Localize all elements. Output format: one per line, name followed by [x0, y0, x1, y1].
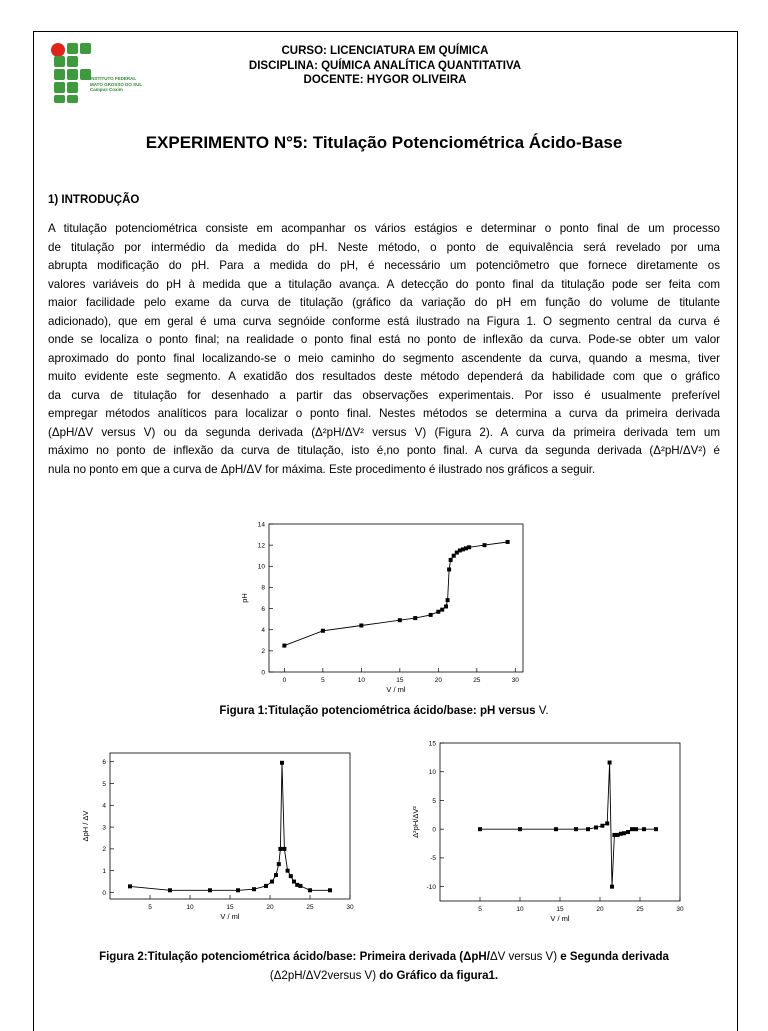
y-tick-label: 4 [261, 627, 265, 635]
data-point [518, 827, 522, 831]
x-tick-label: 5 [148, 904, 152, 911]
y-tick-label: 4 [102, 802, 106, 810]
data-point [586, 827, 590, 831]
paragraph-line: valores variáveis do pH à medida que a titulação avança. A detecção do ponto final da titulação pode ser feita com [48, 277, 720, 291]
y-tick-label: 1 [102, 867, 106, 875]
data-point [506, 540, 510, 544]
data-point [642, 827, 646, 831]
data-point [440, 608, 444, 612]
data-point [622, 831, 626, 835]
paragraph-line: adicionado), que em geral é uma curva segnóide conforme está ilustrado na Figura 1. O segmento central da curva é [48, 314, 720, 328]
paragraph-line: (ΔpH/ΔV versus V) ou da segunda derivada (Δ²pH/ΔV² versus V) (Figura 2). A curva da primeira derivada tem um [48, 425, 720, 439]
data-point [359, 623, 363, 627]
y-tick-label: 10 [428, 769, 436, 777]
y-tick-label: 5 [102, 780, 106, 788]
data-point [449, 558, 453, 562]
x-tick-label: 30 [676, 906, 684, 913]
data-point [436, 610, 440, 614]
data-point [398, 618, 402, 622]
paragraph-line: de titulação por intermédio da medida do pH. Neste método, o ponto de equivalência será revelado por uma [48, 240, 720, 254]
y-tick-label: 15 [428, 740, 436, 748]
data-point [600, 824, 604, 828]
data-point [429, 613, 433, 617]
plot-frame [440, 743, 680, 901]
data-point [321, 629, 325, 633]
x-tick-label: 10 [516, 906, 524, 913]
data-point [252, 887, 256, 891]
data-point [446, 598, 450, 602]
x-axis-label: V / ml [550, 914, 570, 923]
figure2-second-derivative [400, 735, 690, 930]
x-tick-label: 30 [511, 677, 519, 684]
y-tick-label: 0 [102, 889, 106, 897]
institute-name: INSTITUTO FEDERAL MATO GROSSO DO SUL Campus Coxim [90, 76, 143, 93]
x-tick-label: 20 [596, 906, 604, 913]
paragraph-line: muito evidente este segmento. A exatidão dos resultados deste método dependerá da habilidade com que o gráfico [48, 370, 720, 383]
paragraph-line: maior facilidade pelo exame da curva de titulação (gráfico da variação do pH em função do volume de titulante [48, 296, 720, 309]
institute-logo [50, 42, 150, 104]
data-point [128, 884, 132, 888]
x-tick-label: 25 [473, 677, 481, 684]
data-point [483, 543, 487, 547]
y-tick-label: 10 [257, 563, 265, 571]
data-point [634, 827, 638, 831]
paragraph-line: abrupta modificação do pH. Para a medida do pH, é necessário um potenciômetro que fornece diretamente os [48, 259, 720, 272]
data-point [264, 884, 268, 888]
course-header [160, 44, 610, 88]
data-point [289, 874, 293, 878]
data-point [478, 827, 482, 831]
data-point [467, 545, 471, 549]
y-tick-label: 6 [261, 605, 265, 613]
y-tick-label: 2 [261, 648, 265, 656]
data-point [608, 761, 612, 765]
data-point [286, 869, 290, 873]
x-tick-label: 20 [266, 904, 274, 911]
y-tick-label: 12 [257, 542, 265, 550]
y-tick-label: -5 [430, 855, 436, 863]
data-point [308, 888, 312, 892]
data-point [328, 888, 332, 892]
data-point [654, 827, 658, 831]
x-axis-label: V / ml [220, 912, 240, 921]
data-point [298, 884, 302, 888]
data-point [278, 847, 282, 851]
y-tick-label: 3 [102, 824, 106, 832]
y-tick-label: 6 [102, 759, 106, 767]
y-axis-label: pH [240, 593, 249, 603]
x-tick-label: 15 [556, 906, 564, 913]
figure2-caption: Figura 2:Titulação potenciométrica ácido/base: Primeira derivada (ΔpH/ΔV versus V) e Segunda derivada (Δ2pH/ΔV2versus V) do Gráfico da figura1. [99, 951, 669, 982]
y-axis-label: ΔpH / ΔV [81, 810, 90, 842]
teacher-line: DOCENTE: HYGOR OLIVEIRA [303, 74, 467, 86]
series-line [130, 763, 330, 891]
data-point [610, 885, 614, 889]
introduction-paragraph [48, 220, 720, 479]
figure1-titration-curve [225, 518, 530, 693]
data-point [605, 821, 609, 825]
figure2-first-derivative [80, 745, 360, 930]
paragraph-line: empregar métodos analíticos para localizar o ponto final. Nestes métodos se determina a curva da primeira derivada [48, 407, 720, 420]
x-tick-label: 10 [357, 677, 365, 684]
series-line [480, 763, 656, 887]
data-point [413, 616, 417, 620]
data-point [447, 567, 451, 571]
course-line: CURSO: LICENCIATURA EM QUÍMICA [281, 45, 489, 57]
y-tick-label: 0 [432, 826, 436, 834]
paragraph-line: aproximado do ponto final localizando-se o meio caminho do segmento ascendente da curva, quando a mesma, tiver [48, 351, 720, 365]
discipline-line: DISCIPLINA: QUÍMICA ANALÍTICA QUANTITATIVA [248, 59, 522, 72]
x-tick-label: 10 [186, 904, 194, 911]
data-point [574, 827, 578, 831]
y-tick-label: 5 [432, 797, 436, 805]
x-tick-label: 15 [396, 677, 404, 684]
x-tick-label: 5 [478, 906, 482, 913]
x-tick-label: 15 [226, 904, 234, 911]
paragraph-line: da curva de titulação for desenhado a partir das observações experimentais. Por isso é usualmente preferível [48, 388, 720, 402]
data-point [277, 862, 281, 866]
x-tick-label: 30 [346, 904, 354, 911]
x-tick-label: 0 [282, 677, 287, 684]
data-point [626, 830, 630, 834]
y-axis-label: Δ²pH/ΔV² [411, 806, 420, 838]
x-tick-label: 20 [434, 677, 442, 684]
data-point [236, 888, 240, 892]
data-point [168, 888, 172, 892]
paragraph-line: nula no ponto em que a curva de ΔpH/ΔV for máxima. Este procedimento é ilustrado nos gráficos a seguir. [48, 462, 596, 476]
paragraph-line: máximo no ponto de inflexão da curva de titulação, isto é,no ponto final. A curva da segunda derivada (Δ²pH/ΔV²) é [48, 444, 720, 457]
y-tick-label: 2 [102, 846, 106, 854]
data-point [554, 827, 558, 831]
data-point [594, 825, 598, 829]
y-tick-label: 14 [257, 521, 265, 529]
x-tick-label: 25 [636, 906, 644, 913]
experiment-title: EXPERIMENTO N°5: Titulação Potenciométrica Ácido-Base [145, 133, 623, 152]
x-tick-label: 25 [306, 904, 314, 911]
paragraph-line: A titulação potenciométrica consiste em acompanhar os vários estágios e determinar o ponto final de um processo [48, 222, 720, 235]
data-point [630, 827, 634, 831]
data-point [280, 761, 284, 765]
series-line [284, 542, 507, 646]
data-point [274, 873, 278, 877]
figure1-caption: Figura 1:Titulação potenciométrica ácido/base: pH versus V. [219, 705, 549, 717]
plot-frame [110, 753, 350, 899]
x-tick-label: 5 [321, 677, 325, 684]
data-point [270, 880, 274, 884]
data-point [444, 604, 448, 608]
data-point [282, 847, 286, 851]
section-heading: 1) INTRODUÇÃO [48, 194, 140, 206]
y-tick-label: -10 [426, 883, 436, 891]
x-axis-label: V / ml [386, 685, 406, 693]
y-tick-label: 8 [261, 584, 265, 592]
data-point [208, 888, 212, 892]
paragraph-line: onde se localiza o ponto final; na realidade o ponto final está no ponto de inflexão da curva. Pode-se obter um valor [48, 333, 720, 346]
y-tick-label: 0 [261, 669, 265, 677]
data-point [282, 644, 286, 648]
